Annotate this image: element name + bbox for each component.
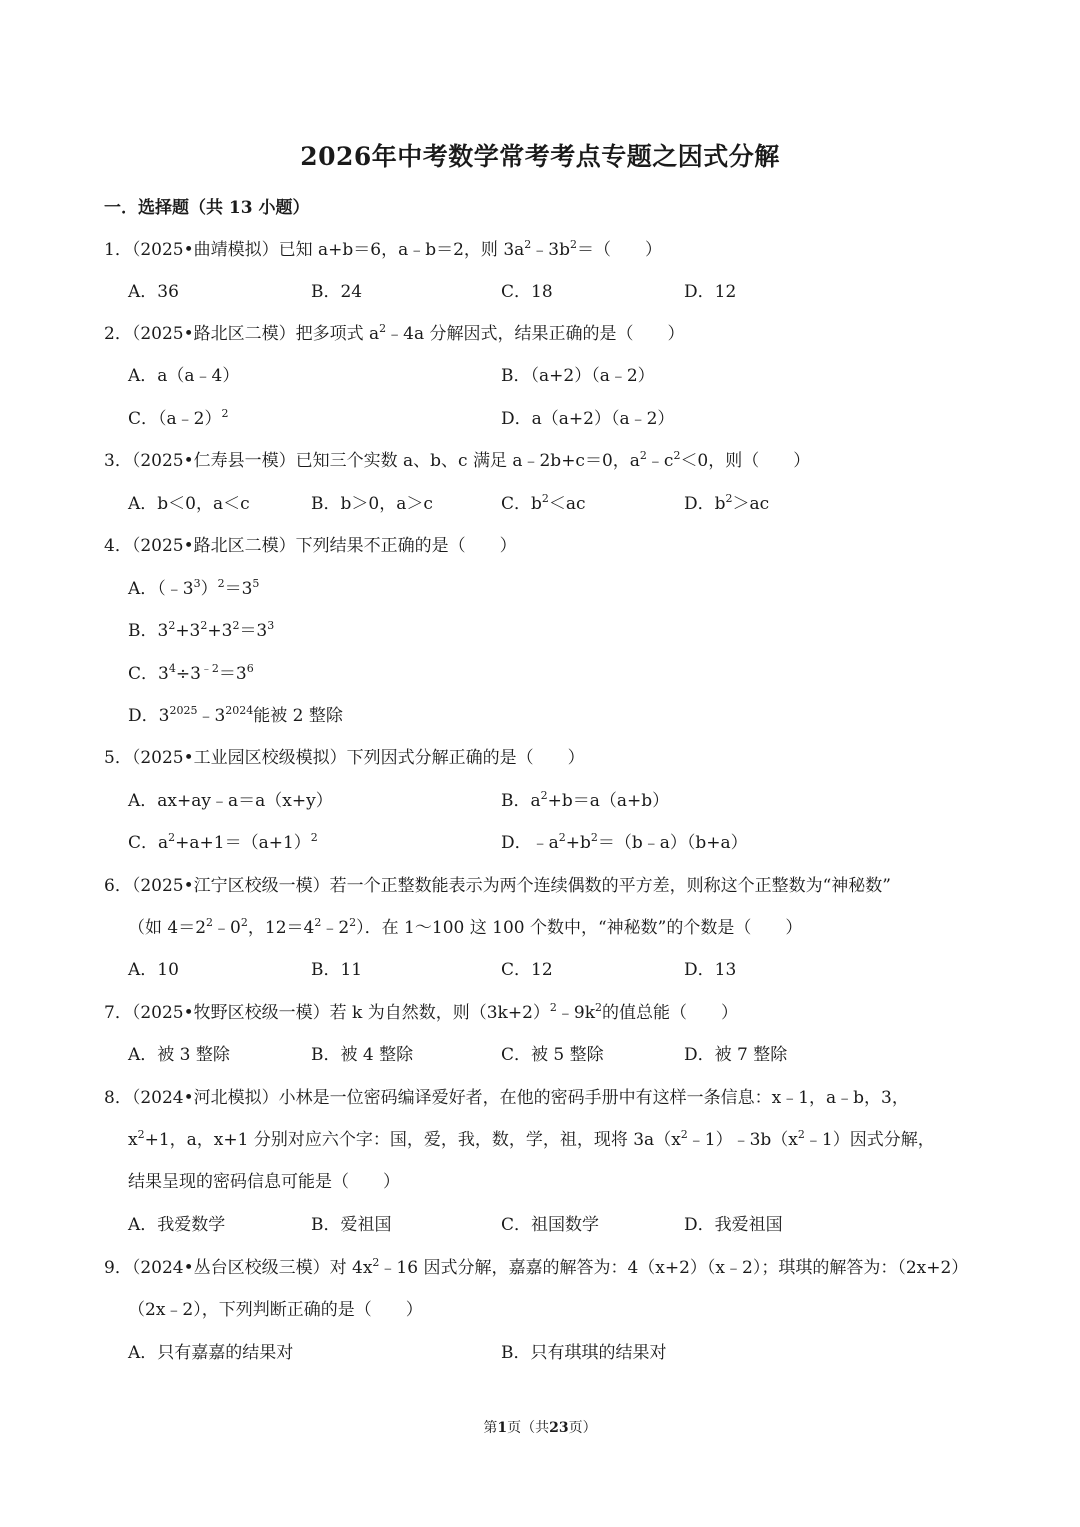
q2-option-c: C．（a﹣2）$^2$ (128, 407, 229, 429)
q4-option-a: A．$(﹣3^3)^2=3^5$ (128, 577, 260, 599)
q2-option-d: D．a（a+2）（a﹣2） (501, 409, 675, 429)
section-heading: 一．选择题（共 13 小题） (104, 198, 310, 218)
question-4-stem: 4．（2025•路北区二模）下列结果不正确的是（ ） (104, 536, 517, 556)
q9-option-a: A．只有嘉嘉的结果对 (128, 1343, 294, 1363)
q6-option-d: D．13 (684, 960, 737, 980)
q4-option-d: D．$3^{2025}﹣3^{2024}$能被 2 整除 (128, 704, 343, 726)
q5-option-a: A．ax+ay﹣a＝a（x+y） (128, 791, 333, 811)
question-9-stem: 9．（2024•丛台区校级三模）对 $4x^2﹣16$ 因式分解，嘉嘉的解答为：4（x+2）（x﹣2）；琪琪的解答为：（2x+2） (104, 1256, 969, 1278)
q8-option-d: D．我爱祖国 (684, 1215, 783, 1235)
q9-option-b: B．只有琪琪的结果对 (501, 1343, 667, 1363)
page-title: 2026年中考数学常考考点专题之因式分解 (300, 142, 780, 171)
q6-option-c: C．12 (501, 960, 553, 980)
question-5-stem: 5．（2025•工业园区校级模拟）下列因式分解正确的是（ ） (104, 748, 585, 768)
question-8-stem: 8．（2024•河北模拟）小林是一位密码编译爱好者，在他的密码手册中有这样一条信息：x﹣1，a﹣b，3， (104, 1088, 909, 1108)
question-8-stem-line-2: $x^2+1$，a，x+1 分别对应六个字：国，爱，我，数，学，祖，现将 $3a(x^2﹣1)﹣3b(x^2﹣1)$因式分解， (128, 1128, 935, 1150)
q7-option-c: C．被 5 整除 (501, 1045, 604, 1065)
page-number: 1 (497, 1420, 508, 1436)
q7-option-b: B．被 4 整除 (311, 1045, 414, 1065)
question-6-stem-continued: （如 $4=2^2﹣0^2$，$12=4^2﹣2^2$）．在 1～100 这 100 个数中，“神秘数”的个数是（ ） (128, 916, 803, 938)
q3-option-d: D．$b^2>ac$ (684, 492, 770, 514)
q8-option-b: B．爱祖国 (311, 1215, 392, 1235)
page-total: 23 (549, 1420, 569, 1436)
question-1-stem: 1．（2025•曲靖模拟）已知 a+b＝6，a﹣b＝2，则 $3a^2﹣3b^2=$（ ） (104, 238, 662, 260)
question-6-stem: 6．（2025•江宁区校级一模）若一个正整数能表示为两个连续偶数的平方差，则称这个正整数为“神秘数” (104, 876, 891, 896)
q5-option-d: D．$﹣a^2+b^2=(b﹣a)(b+a)$ (501, 831, 748, 853)
q7-option-d: D．被 7 整除 (684, 1045, 788, 1065)
q1-option-c: C．18 (501, 282, 553, 302)
q5-option-c: C．$a^2+a+1=(a+1)^2$ (128, 831, 318, 853)
q2-option-b: B．（a+2）（a﹣2） (501, 366, 655, 386)
question-3-stem: 3．（2025•仁寿县一模）已知三个实数 a、b、c 满足 a﹣2b+c＝0，$a^2﹣c^2<0$，则（ ） (104, 449, 811, 471)
q6-option-a: A．10 (128, 960, 179, 980)
question-2-stem: 2．（2025•路北区二模）把多项式 $a^2﹣4a$ 分解因式，结果正确的是（ ） (104, 322, 685, 344)
question-8-stem-line-3: 结果呈现的密码信息可能是（ ） (128, 1172, 400, 1192)
question-9-stem-line-2: （2x﹣2），下列判断正确的是（ ） (128, 1300, 423, 1320)
q3-option-a: A．b＜0，a＜c (128, 494, 250, 514)
q3-option-c: C．$b^2<ac$ (501, 492, 586, 514)
q1-option-d: D．12 (684, 282, 737, 302)
q8-option-c: C．祖国数学 (501, 1215, 600, 1235)
q5-option-b: B．$a^2+b=a(a+b)$ (501, 789, 670, 811)
page-footer: 第1页（共23页） (483, 1420, 597, 1436)
question-7-stem: 7．（2025•牧野区校级一模）若 k 为自然数，则$(3k+2)^2﹣9k^2$的值总能（ ） (104, 1001, 739, 1023)
q8-option-a: A．我爱数学 (128, 1215, 226, 1235)
q4-option-b: B．$3^2+3^2+3^2=3^3$ (128, 619, 275, 641)
q2-option-a: A．a（a﹣4） (128, 366, 240, 386)
q1-option-b: B．24 (311, 282, 363, 302)
q7-option-a: A．被 3 整除 (128, 1045, 230, 1065)
q4-option-c: C．$3^4\div 3^{﹣2}=3^6$ (128, 662, 254, 684)
q6-option-b: B．11 (311, 960, 363, 980)
q1-option-a: A．36 (128, 282, 179, 302)
q3-option-b: B．b＞0，a＞c (311, 494, 433, 514)
